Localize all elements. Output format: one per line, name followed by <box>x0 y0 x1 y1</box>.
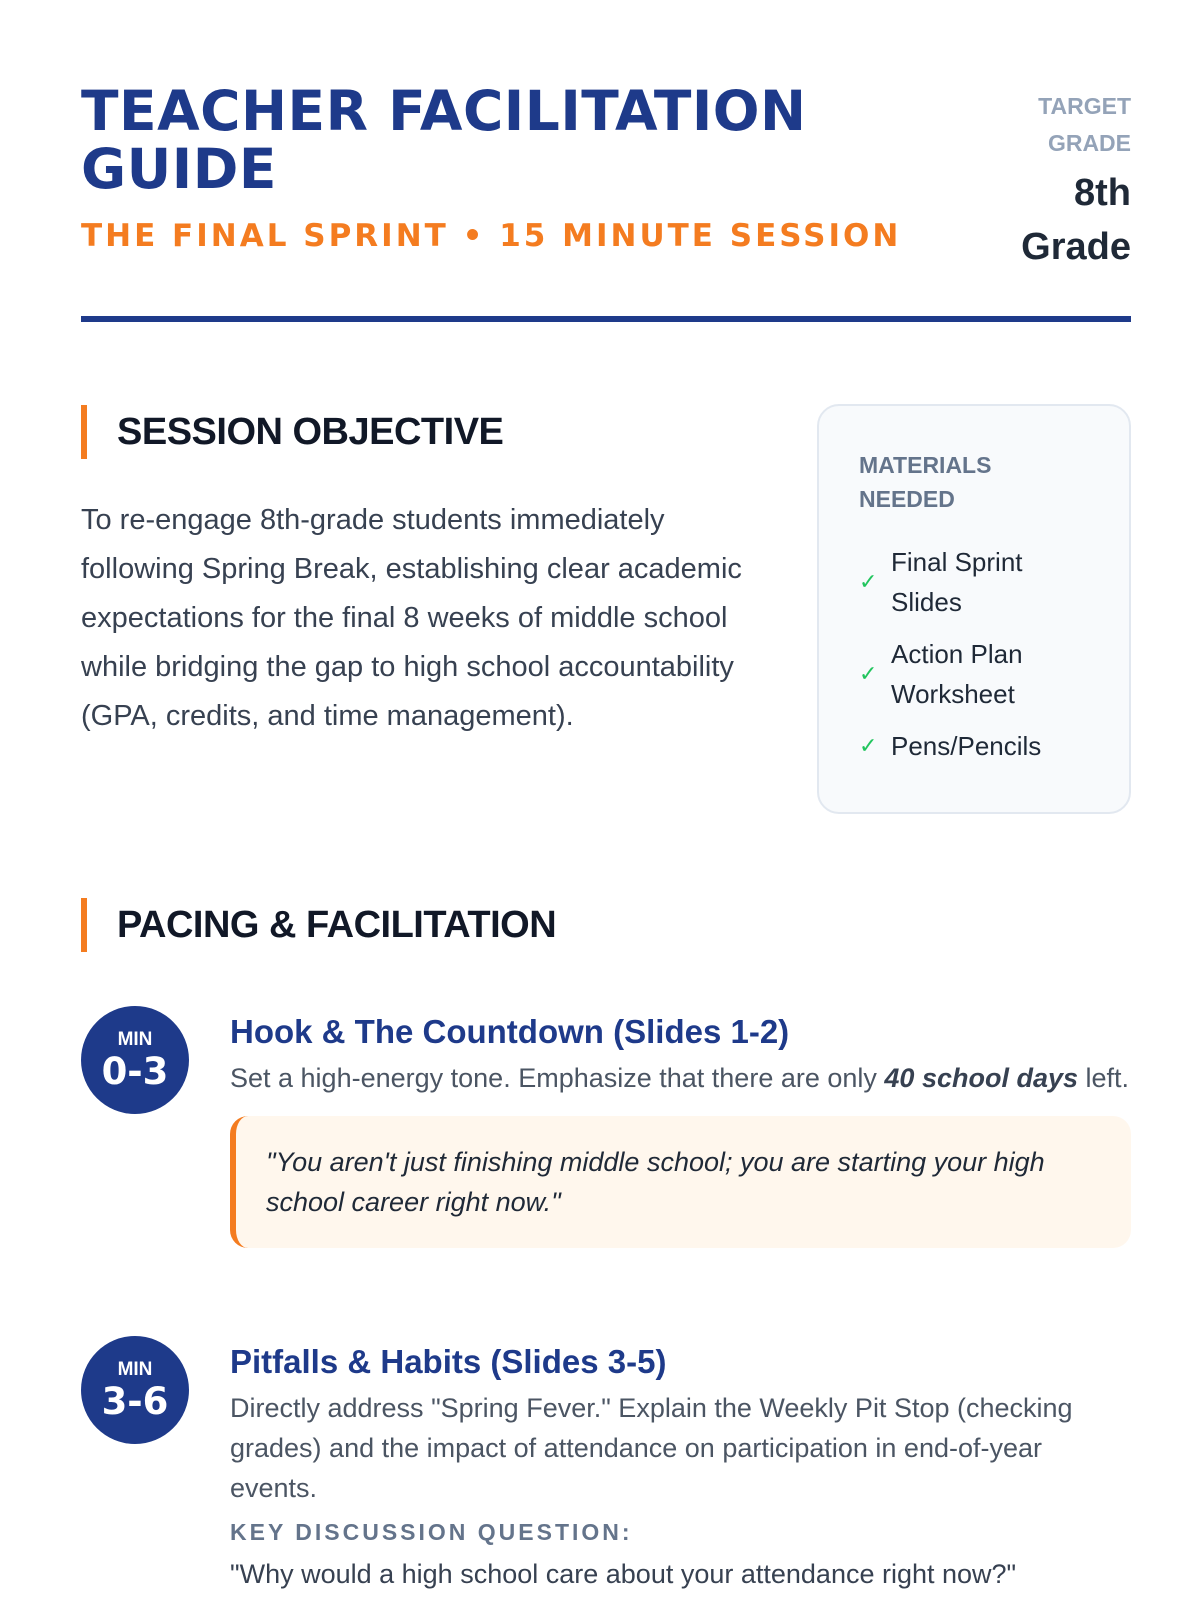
materials-item <box>859 542 1089 622</box>
step-description: Directly address "Spring Fever." Explain the Weekly Pit Stop (checking grades) and the impact of attendance on participation in end-of-year events. <box>230 1393 1073 1503</box>
materials-item <box>859 726 1089 766</box>
time-badge <box>81 1006 189 1114</box>
header-divider <box>81 316 1131 322</box>
objective-heading <box>81 405 503 459</box>
pacing-heading <box>81 898 556 952</box>
target-grade-label: TARGET GRADE <box>1038 93 1131 156</box>
page-subtitle: THE FINAL SPRINT • 15 MINUTE SESSION <box>81 218 902 254</box>
step-content <box>230 1006 1131 1248</box>
materials-card <box>817 404 1131 814</box>
page-header <box>81 79 1131 322</box>
page-title: TEACHER FACILITATION GUIDE <box>81 79 807 201</box>
step-description <box>230 1058 1131 1098</box>
target-grade-value: 8th Grade <box>1021 172 1131 268</box>
time-badge <box>81 1336 189 1444</box>
step-description-text: Set a high-energy tone. Emphasize that there are only <box>230 1063 885 1093</box>
discussion-question-label: KEY DISCUSSION QUESTION: <box>230 1519 633 1545</box>
check-icon: ✓ <box>859 569 878 594</box>
step-description-text: left. <box>1078 1063 1130 1093</box>
check-icon: ✓ <box>859 661 878 686</box>
materials-item <box>859 634 1089 714</box>
discussion-question: "Why would a high school care about your attendance right now?" <box>230 1559 1017 1589</box>
step-title: Pitfalls & Habits (Slides 3-5) <box>230 1343 667 1380</box>
materials-item-label: Final Sprint Slides <box>891 547 1023 617</box>
time-badge-range: 0-3 <box>101 1050 169 1093</box>
heading-accent-bar <box>81 405 87 459</box>
heading-accent-bar <box>81 898 87 952</box>
pacing-step <box>81 1006 1131 1286</box>
step-description-emphasis: 40 school days <box>884 1063 1078 1093</box>
materials-heading: MATERIALS NEEDED <box>859 452 992 512</box>
time-badge-label: MIN <box>117 1029 153 1050</box>
materials-item-label: Pens/Pencils <box>891 731 1042 761</box>
objective-heading-label: SESSION OBJECTIVE <box>117 410 504 453</box>
step-title: Hook & The Countdown (Slides 1-2) <box>230 1013 790 1050</box>
teacher-quote: "You aren't just finishing middle school; you are starting your high school career right now." <box>230 1116 1131 1248</box>
time-badge-label: MIN <box>117 1359 153 1380</box>
objective-text: To re-engage 8th-grade students immediately following Spring Break, establishing clear academic expectations for the final 8 weeks of middle school while bridging the gap to high school accountability (GPA, credits, and time management). <box>81 504 742 732</box>
pacing-step <box>81 1336 1131 1600</box>
pacing-heading-label: PACING & FACILITATION <box>117 903 557 946</box>
check-icon: ✓ <box>859 733 878 758</box>
target-grade <box>991 88 1131 274</box>
time-badge-range: 3-6 <box>101 1380 169 1423</box>
step-content <box>230 1336 1131 1594</box>
materials-item-label: Action Plan Worksheet <box>891 639 1023 709</box>
